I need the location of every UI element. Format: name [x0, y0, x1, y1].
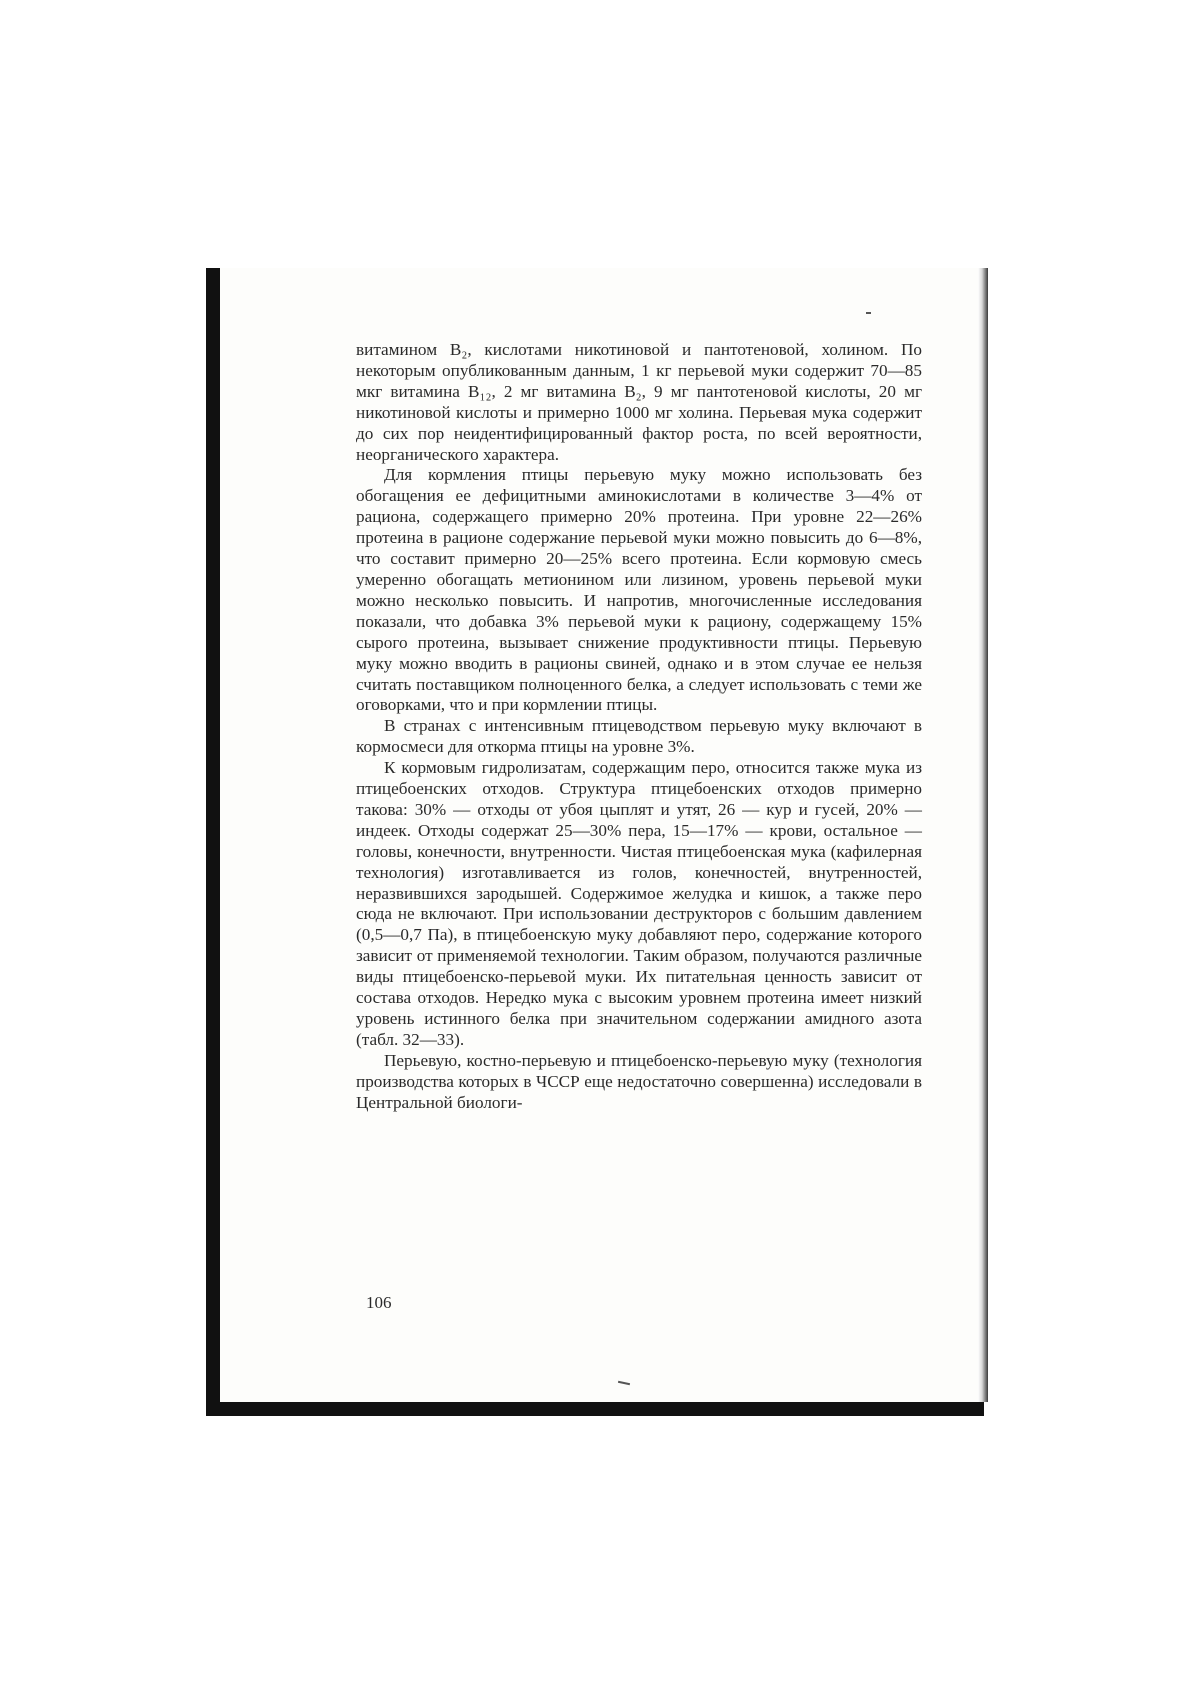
page-number: 106 — [366, 1293, 392, 1312]
paragraph: К кормовым гидролизатам, содержащим перо, относится также мука из птицебоенских отходов. Структура птицебоенских отходов примерно такова: 30% — отходы от убоя цыплят и утят, 26 — кур и гусей, 20% — индеек. Отходы содержат 25—30% пера, 15—17% — крови, остальное — головы, конечности, внутренности. Чистая птицебоенская мука (кафилерная технология) изготавливается из голов, конечностей, внутренностей, неразвившихся зародышей. Содержимое желудка и кишок, а также перо сюда не включают. При использовании деструкторов с большим давлением (0,5—0,7 Па), в птицебоенскую муку добавляют перо, содержание которого зависит от применяемой технологии. Таким образом, получаются различные виды птицебоенско-перьевой муки. Их питательная ценность зависит от состава отходов. Нередко мука с высоким уровнем протеина имеет низкий уровень истинного белка при значительном содержании амидного азота (табл. 32—33). — [356, 758, 922, 1049]
page-edge-shadow — [978, 268, 988, 1402]
paragraph: В странах с интенсивным птицеводством перьевую муку включают в кормосмеси для откорма птицы на уровне 3%. — [356, 716, 922, 757]
paragraph: витамином B₂, кислотами никотиновой и пантотеновой, холином. По некоторым опубликованным данным, 1 кг перьевой муки содержит 70—85 мкг витамина B₁₂, 2 мг витамина B₂, 9 мг пантотеновой кислоты, 20 мг никотиновой кислоты и примерно 1000 мг холина. Перьевая мука содержит до сих пор неидентифицированный фактор роста, по всей вероятности, неорганического характера. — [356, 340, 922, 464]
paragraph: Перьевую, костно-перьевую и птицебоенско-перьевую муку (технология производства которых в ЧССР еще недостаточно совершенна) исследовали в Центральной биологи- — [356, 1050, 922, 1112]
scan-speck — [866, 312, 871, 314]
body-text — [356, 340, 922, 1114]
paragraph: Для кормления птицы перьевую муку можно использовать без обогащения ее дефицитными аминокислотами в количестве 3—4% от рациона, содержащего примерно 20% протеина. При уровне 22—26% протеина в рационе содержание перьевой муки можно повысить до 6—8%, что составит примерно 20—25% всего протеина. Если кормовую смесь умеренно обогащать метионином или лизином, уровень перьевой муки можно несколько повысить. И напротив, многочисленные исследования показали, что добавка 3% перьевой муки к рациону, содержащему 15% сырого протеина, вызывает снижение продуктивности птицы. Перьевую муку можно вводить в рационы свиней, однако и в этом случае ее нельзя считать поставщиком полноценного белка, а следует использовать с теми же оговорками, что и при кормлении птицы. — [356, 465, 922, 715]
